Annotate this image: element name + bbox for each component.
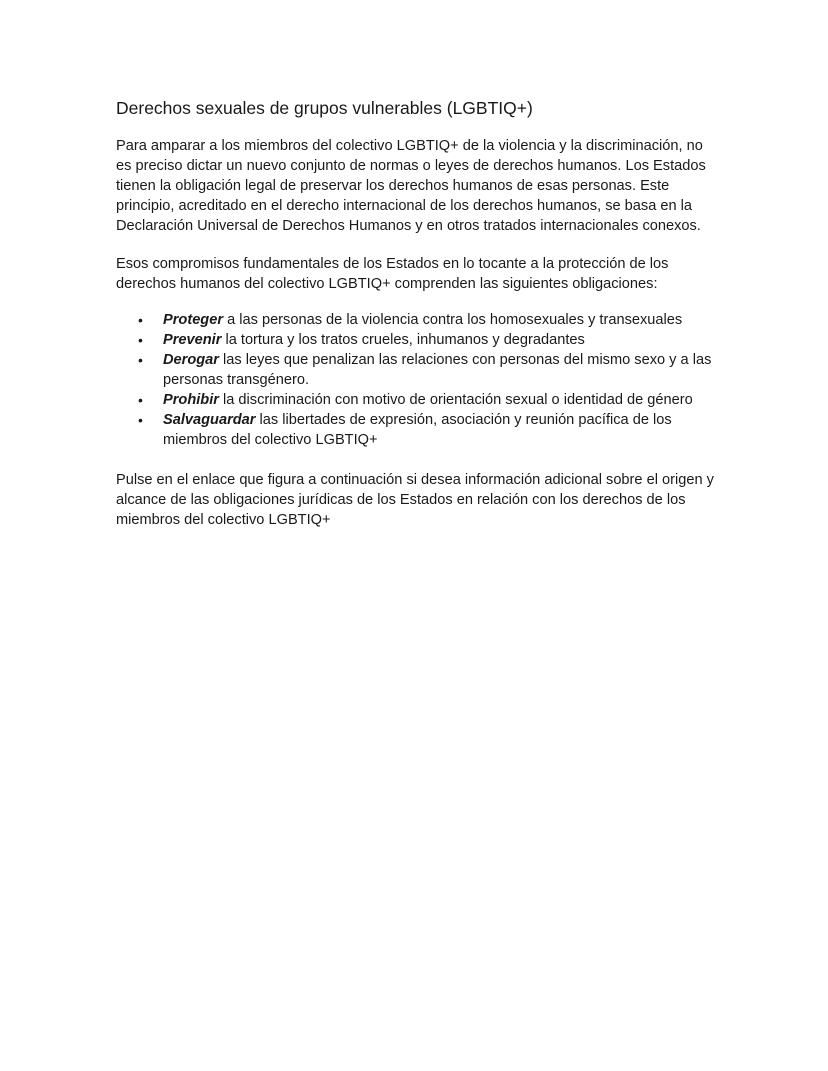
bullet-icon: • [138, 332, 143, 348]
obligation-keyword: Prohibir [163, 392, 219, 408]
obligation-text: las libertades de expresión, asociación y reunión pacífica de los miembros del colectivo LGBTIQ+ [163, 412, 672, 448]
list-item [138, 410, 718, 450]
list-item [138, 390, 718, 410]
intro-paragraph: Para amparar a los miembros del colectivo LGBTIQ+ de la violencia y la discriminación, no es preciso dictar un nuevo conjunto de normas o leyes de derechos humanos. Los Estados tienen la obligación legal de preservar los derechos humanos de esas personas. Este principio, acreditado en el derecho internacional de los derechos humanos, se basa en la Declaración Universal de Derechos Humanos y en otros tratados internacionales conexos. [116, 138, 706, 234]
obligation-text: la tortura y los tratos crueles, inhumanos y degradantes [221, 332, 585, 348]
bullet-icon: • [138, 412, 143, 428]
obligation-keyword: Proteger [163, 312, 224, 328]
more-info-paragraph: Pulse en el enlace que figura a continuación si desea información adicional sobre el origen y alcance de las obligaciones jurídicas de los Estados en relación con los derechos de los miembros del colectivo LGBTIQ+ [116, 472, 714, 528]
list-item [138, 310, 718, 330]
obligations-list [116, 310, 718, 450]
obligation-keyword: Salvaguardar [163, 412, 256, 428]
obligation-text: la discriminación con motivo de orientación sexual o identidad de género [218, 392, 693, 408]
commitments-paragraph: Esos compromisos fundamentales de los Estados en lo tocante a la protección de los derechos humanos del colectivo LGBTIQ+ comprenden las siguientes obligaciones: [116, 256, 669, 292]
obligation-keyword: Prevenir [163, 332, 222, 348]
bullet-icon: • [138, 352, 143, 368]
list-item [138, 330, 718, 350]
document-title: Derechos sexuales de grupos vulnerables (LGBTIQ+) [116, 98, 533, 118]
bullet-icon: • [138, 392, 143, 408]
obligation-text: las leyes que penalizan las relaciones con personas del mismo sexo y a las personas transgénero. [163, 352, 712, 388]
obligation-text: a las personas de la violencia contra los homosexuales y transexuales [223, 312, 683, 328]
list-item [138, 350, 718, 390]
bullet-icon: • [138, 312, 143, 328]
obligation-keyword: Derogar [163, 352, 219, 368]
